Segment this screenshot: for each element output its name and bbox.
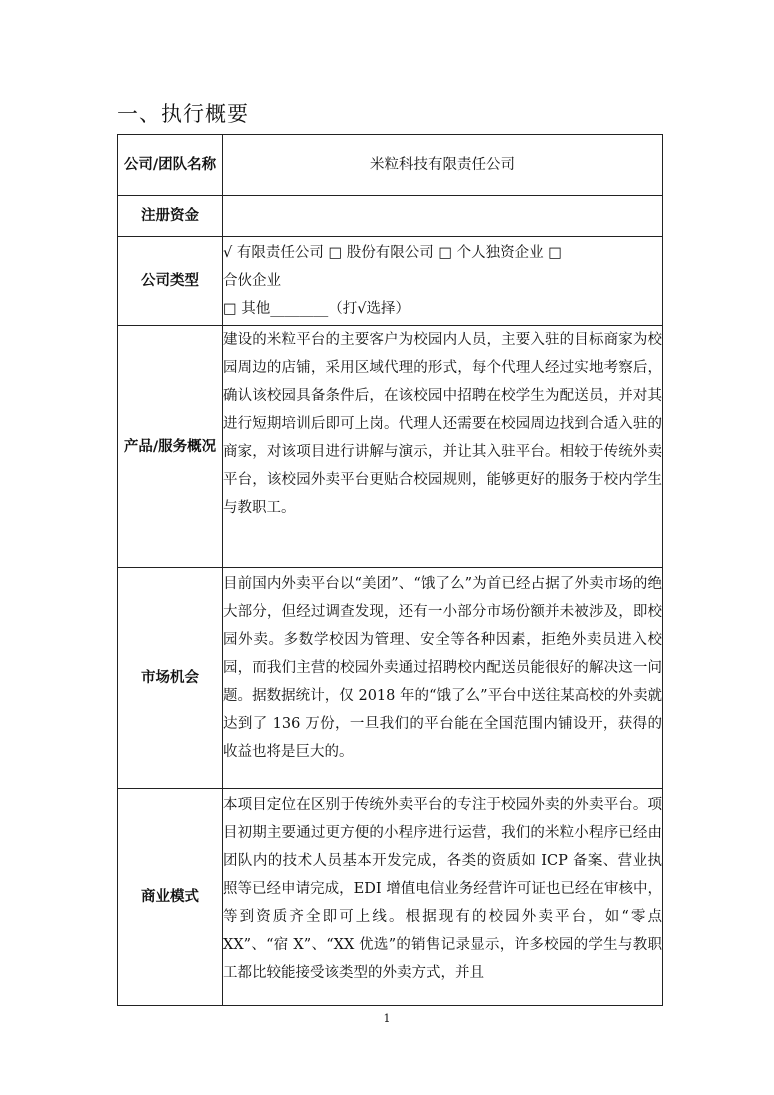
table-row-company-name	[118, 135, 663, 196]
company-type-label: 公司类型	[118, 237, 223, 326]
registered-capital-label: 注册资金	[118, 196, 223, 237]
registered-capital-value	[223, 196, 663, 237]
company-type-line-2: 合伙企业	[223, 273, 281, 289]
company-type-line-3: □ 其他________（打√选择）	[223, 301, 411, 317]
company-name-value: 米粒科技有限责任公司	[223, 135, 663, 196]
business-model-label: 商业模式	[118, 789, 223, 1006]
product-description: 建设的米粒平台的主要客户为校园内人员，主要入驻的目标商家为校园周边的店铺，采用区域代理的形式，每个代理人经过实地考察后，确认该校园具备条件后，在该校园中招聘在校学生为配送员，并对其进行短期培训后即可上岗。代理人还需要在校园周边找到合适入驻的商家，对该项目进行讲解与演示，并让其入驻平台。相较于传统外卖平台，该校园外卖平台更贴合校园规则，能够更好的服务于校内学生与教职工。	[223, 326, 663, 568]
table-row-market	[118, 568, 663, 789]
page-number: 1	[383, 1012, 391, 1025]
executive-summary-table	[117, 134, 663, 1006]
table-row-registered-capital	[118, 196, 663, 237]
table-row-business-model	[118, 789, 663, 1006]
table-row-product	[118, 326, 663, 568]
market-label: 市场机会	[118, 568, 223, 789]
company-type-options	[223, 237, 663, 326]
product-label: 产品/服务概况	[118, 326, 223, 568]
company-type-line-1: √ 有限责任公司 □ 股份有限公司 □ 个人独资企业 □	[223, 245, 562, 261]
company-name-label: 公司/团队名称	[118, 135, 223, 196]
market-description: 目前国内外卖平台以“美团”、“饿了么”为首已经占据了外卖市场的绝大部分，但经过调查发现，还有一小部分市场份额并未被涉及，即校园外卖。多数学校因为管理、安全等各种因素，拒绝外卖员进入校园，而我们主营的校园外卖通过招聘校内配送员能很好的解决这一问题。据数据统计，仅 2018 年的“饿了么”平台中送往某高校的外卖就达到了 136 万份，一旦我们的平台能在全国范围内铺设开，获得的收益也将是巨大的。	[223, 568, 663, 789]
table-row-company-type	[118, 237, 663, 326]
section-title: 一、执行概要	[117, 102, 249, 126]
business-model-description: 本项目定位在区别于传统外卖平台的专注于校园外卖的外卖平台。项目初期主要通过更方便的小程序进行运营，我们的米粒小程序已经由团队内的技术人员基本开发完成，各类的资质如 ICP 备案、营业执照等已经申请完成，EDI 增值电信业务经营许可证也已经在审核中，等到资质齐全即可上线。根据现有的校园外卖平台，如“零点 XX”、“宿 X”、“XX 优选”的销售记录显示，许多校园的学生与教职工都比较能接受该类型的外卖方式，并且	[223, 789, 663, 1006]
